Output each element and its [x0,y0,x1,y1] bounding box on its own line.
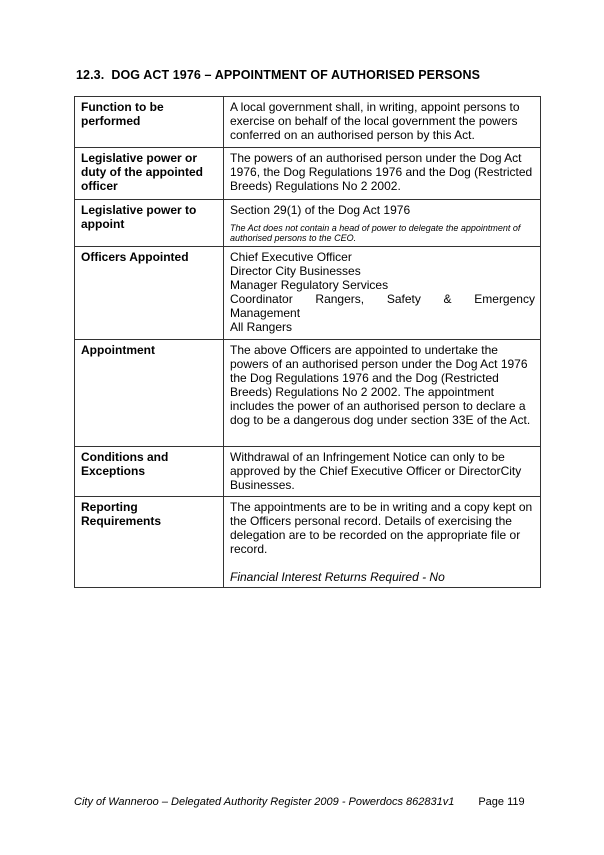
row-label: Legislative power to appoint [75,200,224,247]
row-content [224,200,541,247]
row-content [224,340,541,447]
function-text: A local government shall, in writing, appoint persons to exercise on behalf of the local government the powers conferred on an authorised person by this Act. [230,100,520,142]
page-footer [74,796,525,808]
table-row [75,340,541,447]
table-row [75,148,541,200]
row-content [224,497,541,588]
coordinator-word: Rangers, [315,292,365,306]
conditions-text: Withdrawal of an Infringement Notice can only to be approved by the Chief Executive Officer or DirectorCity Businesses. [230,450,522,492]
reporting-text: The appointments are to be in writing and a copy kept on the Officers personal record. Details of exercising the delegation are to be recorded on the appropriate file or record. [230,500,533,556]
officer-item-coordinator [230,292,535,306]
row-label: Appointment [75,340,224,447]
row-content [224,148,541,200]
page-number: Page 119 [478,796,525,808]
appoint-power-text: Section 29(1) of the Dog Act 1976 [230,203,411,217]
financial-interest-note: Financial Interest Returns Required - No [230,570,445,584]
appoint-power-note: The Act does not contain a head of power to delegate the appointment of authorised persons to the CEO. [230,223,521,243]
authority-table [74,96,541,588]
section-heading [76,68,480,82]
officer-item: All Rangers [230,320,293,334]
coordinator-word: & [443,292,452,306]
section-number: 12.3. [76,68,105,82]
legislative-power-text: The powers of an authorised person under the Dog Act 1976, the Dog Regulations 1976 and the Dog (Restricted Breeds) Regulations No 2 2002. [230,151,533,193]
officer-item: Director City Businesses [230,264,361,278]
section-title: DOG ACT 1976 – APPOINTMENT OF AUTHORISED PERSONS [111,68,481,82]
coordinator-tail: Management [230,306,301,320]
row-label: Function to be performed [75,97,224,148]
table-row [75,97,541,148]
footer-text: City of Wanneroo – Delegated Authority Register 2009 - Powerdocs 862831v1 [74,796,455,808]
row-label: Reporting Requirements [75,497,224,588]
row-label: Officers Appointed [75,247,224,340]
appointment-text: The above Officers are appointed to undertake the powers of an authorised person under the Dog Act 1976 the Dog Regulations 1976 and the Dog (Restricted Breeds) Regulations No 2 2002. The appointment includes the power of an authorised person to declare a dog to be a dangerous dog under section 33E of the Act. [230,343,531,427]
table-row [75,497,541,588]
row-label: Legislative power or duty of the appointed officer [75,148,224,200]
coordinator-word: Emergency [474,292,535,306]
row-label: Conditions and Exceptions [75,447,224,497]
coordinator-word: Safety [386,292,421,306]
table-row [75,447,541,497]
row-content [224,447,541,497]
table-row [75,247,541,340]
table-row [75,200,541,247]
row-content [224,247,541,340]
row-content [224,97,541,148]
officer-item: Chief Executive Officer [230,250,352,264]
officer-item: Manager Regulatory Services [230,278,389,292]
coordinator-word: Coordinator [230,292,293,306]
